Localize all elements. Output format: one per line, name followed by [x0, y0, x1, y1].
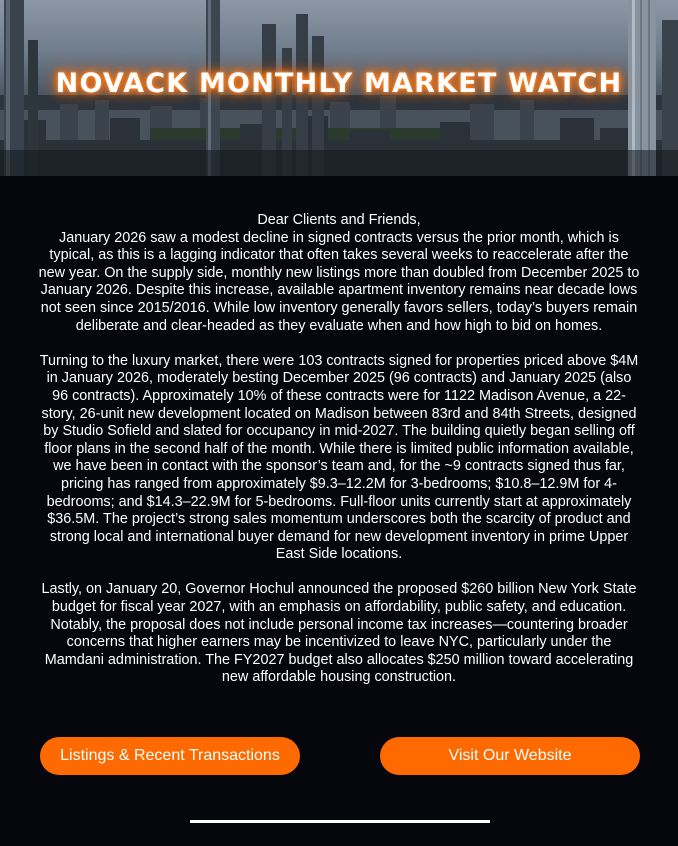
- letter-body: [38, 212, 640, 687]
- divider: [190, 820, 490, 823]
- letter-greeting: Dear Clients and Friends,: [257, 212, 421, 228]
- hero-banner: [0, 0, 678, 176]
- letter-paragraph: Turning to the luxury market, there were 103 contracts signed for properties priced above $4M in January 2026, moderately besting December 2025 (96 contracts) and January 2025 (also 96 contracts). Approximately 10% of these contracts were for 1122 Madison Avenue, a 22-story, 26-unit new development located on Madison between 83rd and 84th Streets, designed by Studio Sofield and slated for occupancy in mid-2027. The building quietly began selling off floor plans in the second half of the month. While there is limited public information available, we have been in contact with the sponsor’s team and, for the ~9 contracts signed thus far, pricing has ranged from approximately $9.3–12.2M for 3-bedrooms; $10.8–12.9M for 4-bedrooms; and $14.3–22.9M for 5-bedrooms. Full-floor units currently start at approximately $36.5M. The project’s strong sales momentum underscores both the scarcity of product and strong local and international buyer demand for new development inventory in prime Upper East Side locations.: [39, 352, 639, 563]
- newsletter-title: NOVACK MONTHLY MARKET WATCH: [55, 68, 623, 99]
- listings-button[interactable]: Listings & Recent Transactions: [40, 737, 300, 775]
- visit-website-button[interactable]: Visit Our Website: [380, 737, 640, 775]
- letter-paragraph: Lastly, on January 20, Governor Hochul announced the proposed $260 billion New York State budget for fiscal year 2027, with an emphasis on affordability, public safety, and education. Notably, the proposal does not include personal income tax increases—countering broader concerns that higher earners may be incentivized to leave NYC, particularly under the Mamdani administration. The FY2027 budget also allocates $250 million toward accelerating new affordable housing construction.: [41, 581, 637, 686]
- letter-paragraph: January 2026 saw a modest decline in signed contracts versus the prior month, which is typical, as this is a lagging indicator that often takes several weeks to reaccelerate after the new year. On the supply side, monthly new listings more than doubled from December 2025 to January 2026. Despite this increase, available apartment inventory remains near decade lows not seen since 2015/2016. While low inventory generally favors sellers, today’s buyers remain deliberate and clear-headed as they evaluate when and how high to bid on homes.: [38, 229, 640, 334]
